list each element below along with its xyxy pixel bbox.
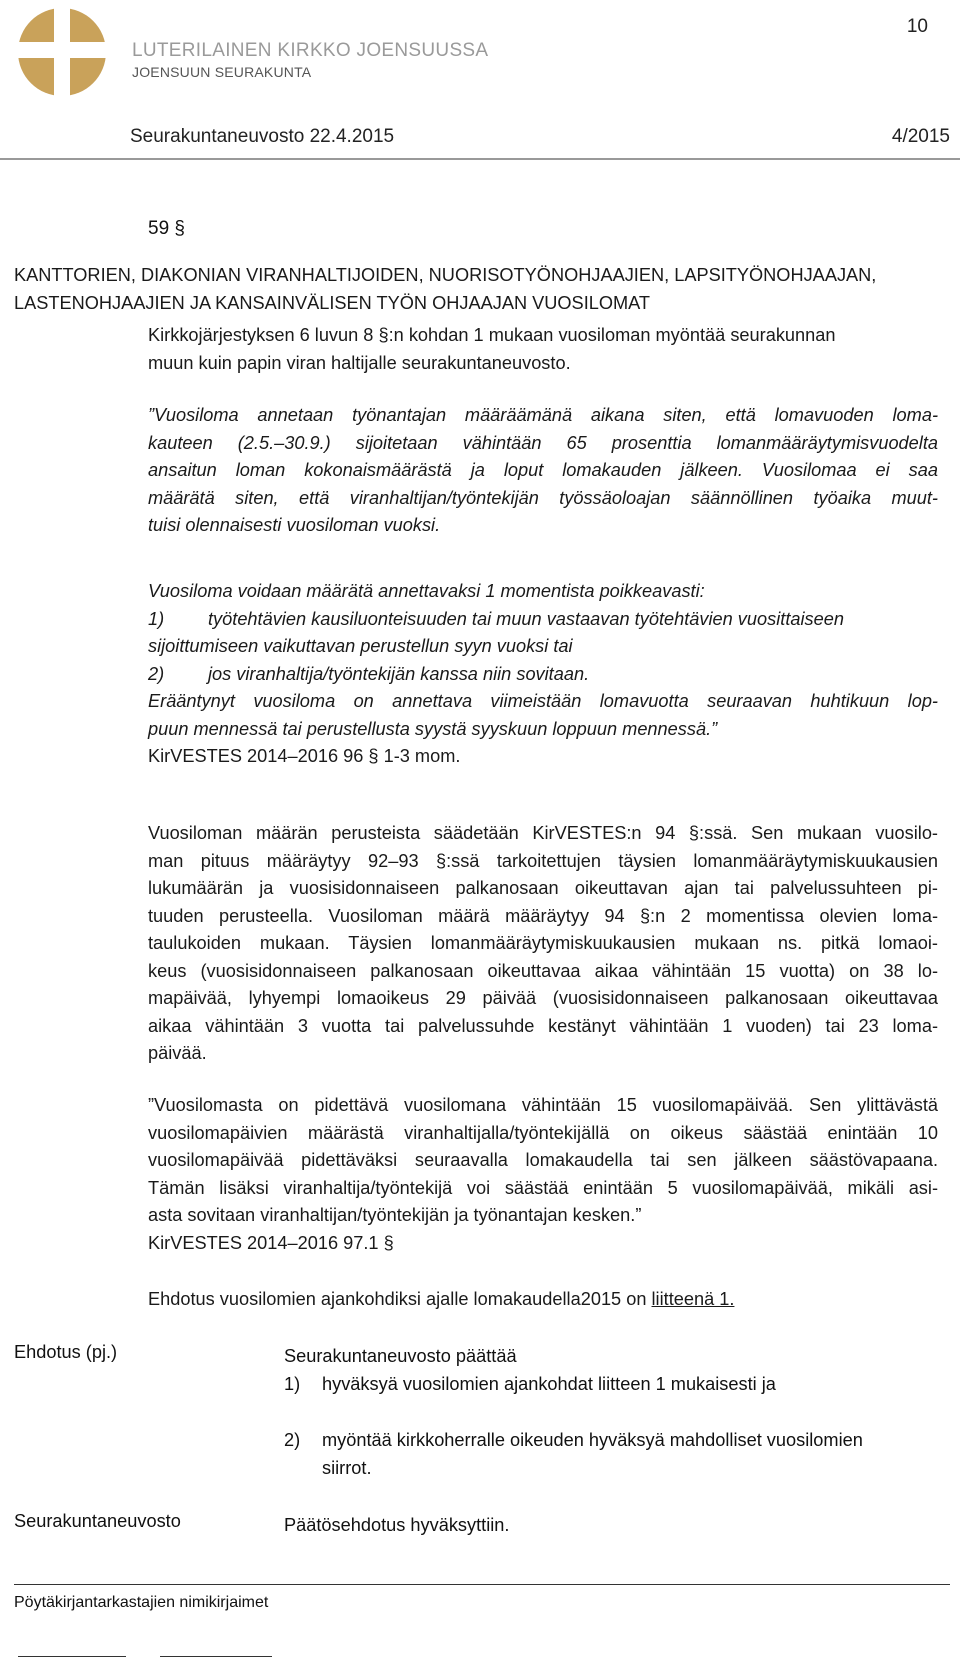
- text-line: man pituus määräytyy 92–93 §:ssä tarkoitettujen täysien lomanmääräytymiskuukausien: [148, 850, 938, 871]
- text-line: muun kuin papin viran haltijalle seurakuntaneuvosto.: [148, 352, 571, 373]
- text-line: Kirkkojärjestyksen 6 luvun 8 §:n kohdan 1 mukaan vuosiloman myöntää seurakunnan: [148, 325, 836, 345]
- text-line: ”Vuosilomasta on pidettävä vuosilomana vähintään 15 vuosilomapäivää. Sen ylittävästä: [148, 1095, 938, 1115]
- text-line: Tämän lisäksi viranhaltija/työntekijä voi säästää enintään 5 vuosilomapäivää, mikäli asi-: [148, 1177, 938, 1198]
- list-number: 1): [148, 608, 165, 629]
- text-line: lukumäärän ja vuosisidonnaiseen palkanosaan oikeuttavan ajan tai palvelussuhteen pi-: [148, 878, 938, 898]
- text-line: kauteen (2.5.–30.9.) sijoitetaan vähintään 65 prosenttia lomanmääräytymisvuodelta: [148, 432, 938, 453]
- decision-item: [284, 1426, 944, 1482]
- meeting-header: [130, 126, 950, 148]
- header-divider: [0, 158, 960, 160]
- section-number: 59 §: [148, 218, 185, 239]
- decision-heading: Seurakuntaneuvosto päättää: [284, 1346, 517, 1366]
- meeting-title: Seurakuntaneuvosto 22.4.2015: [130, 126, 395, 147]
- text-line: Vuosiloma voidaan määrätä annettavaksi 1 momentista poikkeavasti:: [148, 581, 705, 601]
- text-line: aikaa vähintään 3 vuotta tai palvelussuhde kestänyt vähintään 1 vuoden) tai 23 loma-: [148, 1015, 938, 1036]
- decision-item: [284, 1370, 944, 1398]
- title-line: LASTENOHJAAJIEN JA KANSAINVÄLISEN TYÖN OHJAAJAN VUOSILOMAT: [14, 292, 651, 313]
- result-text: Päätösehdotus hyväksyttiin.: [284, 1515, 510, 1535]
- text-line: keus (vuosisidonnaiseen palkanosaan oikeuttavaa aikaa vähintään 15 vuotta) on 38 lo-: [148, 960, 938, 981]
- quote-paragraph-2: [148, 578, 938, 771]
- text-line: tuisi olennaisesti vuosiloman vuoksi.: [148, 515, 441, 535]
- text-line: päivää.: [148, 1043, 207, 1063]
- text-line: ”Vuosiloma annetaan työnantajan määräämänä aikana siten, että lomavuoden loma-: [148, 405, 938, 425]
- proposal-paragraph: [148, 1286, 938, 1314]
- church-logo: [16, 6, 108, 98]
- text-line: vuosilomapäivää pidettäväksi seuraavalla lomakaudella tai sen jälkeen säästövapaana.: [148, 1150, 938, 1170]
- text-line: myöntää kirkkoherralle oikeuden hyväksyä mahdolliset vuosilomien: [322, 1430, 863, 1450]
- text-line: määrätä siten, että viranhaltijan/työntekijän työssäoloajan säännöllinen työaika muut-: [148, 487, 938, 508]
- text-line: jos viranhaltija/työntekijän kanssa niin sovitaan.: [208, 663, 590, 684]
- list-number: 1): [284, 1374, 301, 1394]
- issue-number: 4/2015: [891, 126, 950, 147]
- saving-rules-paragraph: [148, 1092, 938, 1257]
- section-title: [14, 262, 944, 317]
- text-line: asta sovitaan viranhaltijan/työntekijän ja työnantajan kesken.”: [148, 1205, 642, 1225]
- proposal-text: Ehdotus vuosilomien ajankohdiksi ajalle lomakaudella2015 on: [148, 1289, 652, 1309]
- intro-paragraph: [148, 322, 938, 377]
- list-item: [148, 661, 938, 689]
- decision-text: [322, 1426, 863, 1482]
- org-name: LUTERILAINEN KIRKKO JOENSUUSSA: [132, 40, 489, 61]
- list-number: 2): [148, 663, 165, 684]
- text-line: sijoittumiseen vaikuttavan perustellun syyn vuoksi tai: [148, 636, 573, 656]
- decision-text: hyväksyä vuosilomien ajankohdat liitteen 1 mukaisesti ja: [322, 1374, 776, 1394]
- page-number: 10: [906, 16, 928, 37]
- text-line: työtehtävien kausiluonteisuuden tai muun vastaavan työtehtävien vuosittaiseen: [208, 608, 844, 629]
- reference: KirVESTES 2014–2016 96 § 1-3 mom.: [148, 746, 461, 766]
- list-item: [148, 606, 938, 634]
- result-label: Seurakuntaneuvosto: [14, 1511, 181, 1531]
- attachment-link[interactable]: liitteenä 1.: [651, 1289, 735, 1309]
- signature-label: Pöytäkirjantarkastajien nimikirjaimet: [14, 1594, 269, 1611]
- text-line: Erääntynyt vuosiloma on annettava viimeistään lomavuotta seuraavan huhtikuun lop-: [148, 691, 938, 711]
- title-line: KANTTORIEN, DIAKONIAN VIRANHALTIJOIDEN, NUORISOTYÖNOHJAAJIEN, LAPSITYÖNOHJAAJAN,: [14, 265, 877, 285]
- text-line: ansaitun loman kokonaismäärästä ja loput lomakauden jälkeen. Vuosilomaa ei saa: [148, 460, 938, 480]
- text-line: Vuosiloman määrän perusteista säädetään KirVESTES:n 94 §:ssä. Sen mukaan vuosilo-: [148, 823, 938, 843]
- text-line: vuosilomapäivien määrästä viranhaltijalla/työntekijällä on oikeus säästää enintään 10: [148, 1122, 938, 1143]
- parish-name: JOENSUUN SEURAKUNTA: [132, 64, 312, 80]
- text-line: taulukoiden mukaan. Täysien lomanmääräytymiskuukausien mukaan ns. pitkä lomaoi-: [148, 933, 938, 953]
- signature-line: [160, 1656, 272, 1657]
- text-line: mapäivää, lyhyempi lomaoikeus 29 päivää (vuosisidonnaiseen palkanosaan oikeuttavaa: [148, 988, 938, 1008]
- decision-block: [284, 1342, 944, 1482]
- quote-paragraph-1: [148, 402, 938, 540]
- proposal-label: Ehdotus (pj.): [14, 1342, 118, 1362]
- footer-divider: [14, 1584, 950, 1585]
- text-line: siirrot.: [322, 1458, 372, 1478]
- leave-rules-paragraph: [148, 820, 938, 1068]
- text-line: tuuden perusteella. Vuosiloman määrä määräytyy 94 §:n 2 momentissa olevien loma-: [148, 905, 938, 926]
- signature-line: [18, 1656, 126, 1657]
- reference: KirVESTES 2014–2016 97.1 §: [148, 1232, 394, 1253]
- text-line: puun mennessä tai perustellusta syystä syyskuun loppuun mennessä.”: [148, 718, 718, 739]
- list-number: 2): [284, 1430, 301, 1450]
